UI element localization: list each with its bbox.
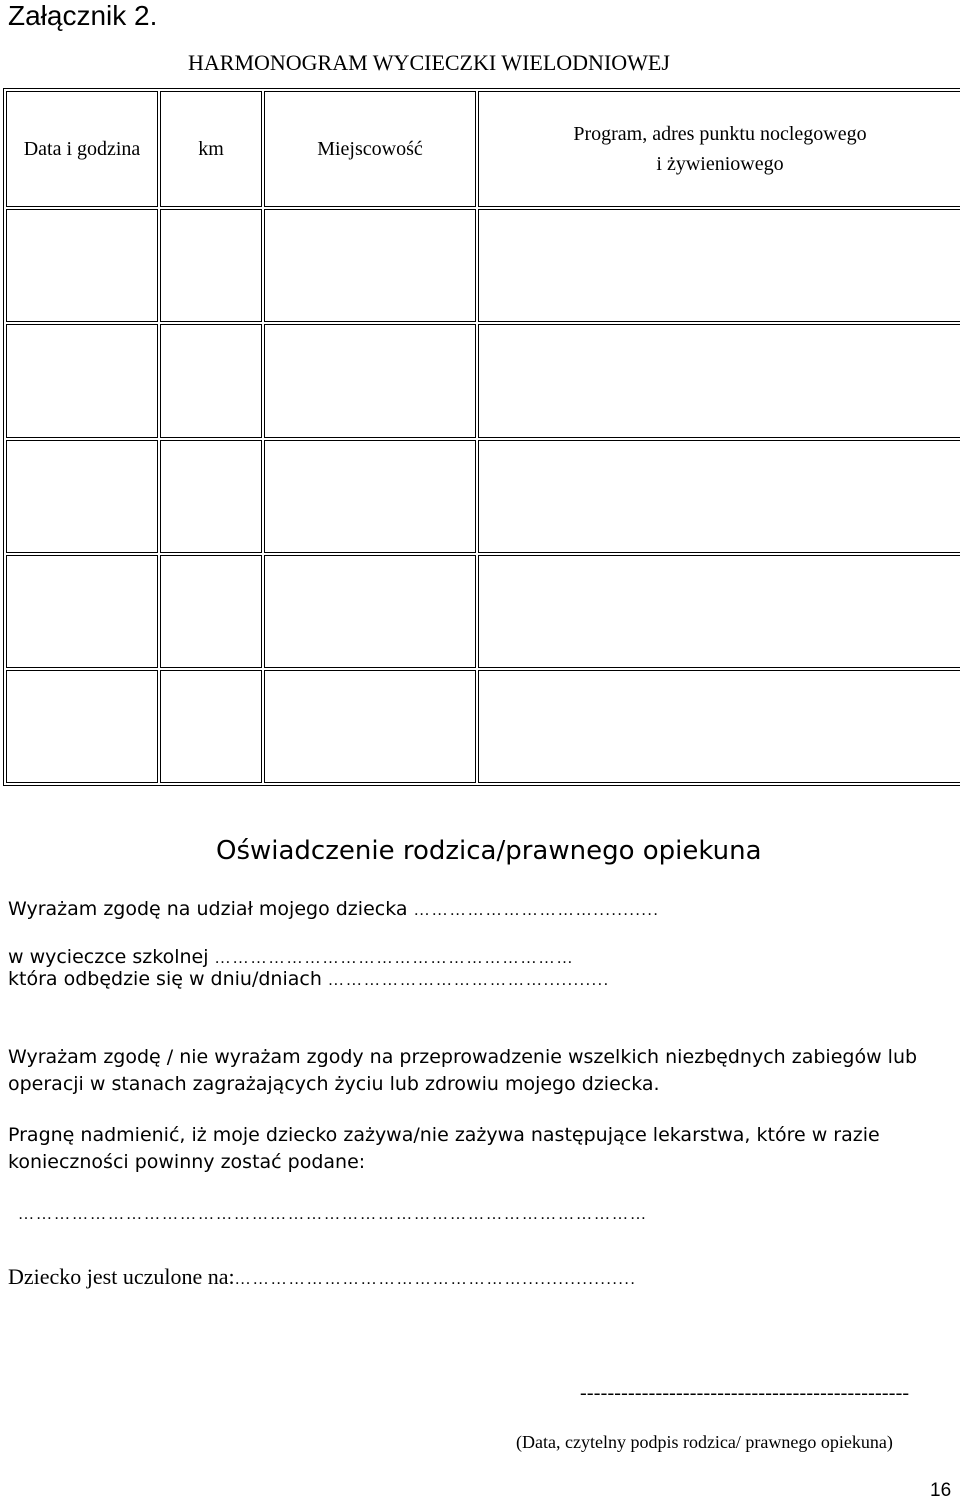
table-cell[interactable] xyxy=(6,555,158,668)
page-number: 16 xyxy=(930,1480,952,1501)
allergy-line xyxy=(8,1264,637,1290)
column-header-date-time: Data i godzina xyxy=(6,91,158,207)
schedule-table xyxy=(3,88,960,786)
signature-line[interactable]: ------------------------------------------------ xyxy=(580,1382,910,1404)
table-cell[interactable] xyxy=(160,324,262,437)
table-cell[interactable] xyxy=(6,670,158,783)
child-name-fill[interactable]: …………………………........... xyxy=(413,902,660,919)
table-row xyxy=(6,440,960,553)
table-cell[interactable] xyxy=(478,324,960,437)
table-cell[interactable] xyxy=(264,324,476,437)
table-row xyxy=(6,209,960,322)
allergy-label: Dziecko jest uczulone na: xyxy=(8,1264,235,1289)
medical-consent-paragraph: Wyrażam zgodę / nie wyrażam zgody na przeprowadzenie wszelkich niezbędnych zabiegów lub operacji w stanach zagrażających życiu lub zdrowiu mojego dziecka. xyxy=(8,1046,918,1095)
annex-label: Załącznik 2. xyxy=(8,0,158,31)
table-cell[interactable] xyxy=(478,440,960,553)
table-row xyxy=(6,555,960,668)
table-cell[interactable] xyxy=(264,209,476,322)
page-title: HARMONOGRAM WYCIECZKI WIELODNIOWEJ xyxy=(188,50,670,75)
trip-date-label: która odbędzie się w dniu/dniach xyxy=(8,968,322,990)
table-cell[interactable] xyxy=(6,440,158,553)
declaration-title: Oświadczenie rodzica/prawnego opiekuna xyxy=(216,836,762,866)
table-cell[interactable] xyxy=(160,555,262,668)
table-cell[interactable] xyxy=(160,209,262,322)
medication-paragraph: Pragnę nadmienić, iż moje dziecko zażywa/nie zażywa następujące lekarstwa, które w razie konieczności powinny zostać podane: xyxy=(8,1124,880,1173)
column-header-place: Miejscowość xyxy=(264,91,476,207)
child-consent-line xyxy=(8,898,660,920)
table-cell[interactable] xyxy=(6,324,158,437)
trip-date-fill[interactable]: ………………………………........... xyxy=(327,972,610,989)
table-cell[interactable] xyxy=(160,670,262,783)
trip-name-fill[interactable]: …………………………………………………… xyxy=(214,950,575,967)
column-header-program-line2: i żywieniowego xyxy=(656,153,784,176)
column-header-program-line1: Program, adres punktu noclegowego xyxy=(573,123,867,146)
signature-caption: (Data, czytelny podpis rodzica/ prawnego opiekuna) xyxy=(516,1432,893,1452)
allergy-fill[interactable]: …………………………………………................... xyxy=(234,1271,637,1288)
table-cell[interactable] xyxy=(264,555,476,668)
table-row xyxy=(6,324,960,437)
column-header-km: km xyxy=(160,91,262,207)
table-row xyxy=(6,670,960,783)
child-consent-label: Wyrażam zgodę na udział mojego dziecka xyxy=(8,898,408,920)
trip-label: w wycieczce szkolnej xyxy=(8,946,209,968)
table-cell[interactable] xyxy=(264,440,476,553)
trip-date-line xyxy=(8,968,610,990)
table-header-row xyxy=(6,91,960,207)
medication-fill[interactable]: …………………………………………………………………………………………… xyxy=(18,1206,648,1223)
table-cell[interactable] xyxy=(478,209,960,322)
table-cell[interactable] xyxy=(478,555,960,668)
column-header-program xyxy=(478,91,960,207)
table-cell[interactable] xyxy=(6,209,158,322)
table-cell[interactable] xyxy=(160,440,262,553)
table-cell[interactable] xyxy=(264,670,476,783)
table-cell[interactable] xyxy=(478,670,960,783)
trip-line xyxy=(8,946,575,968)
